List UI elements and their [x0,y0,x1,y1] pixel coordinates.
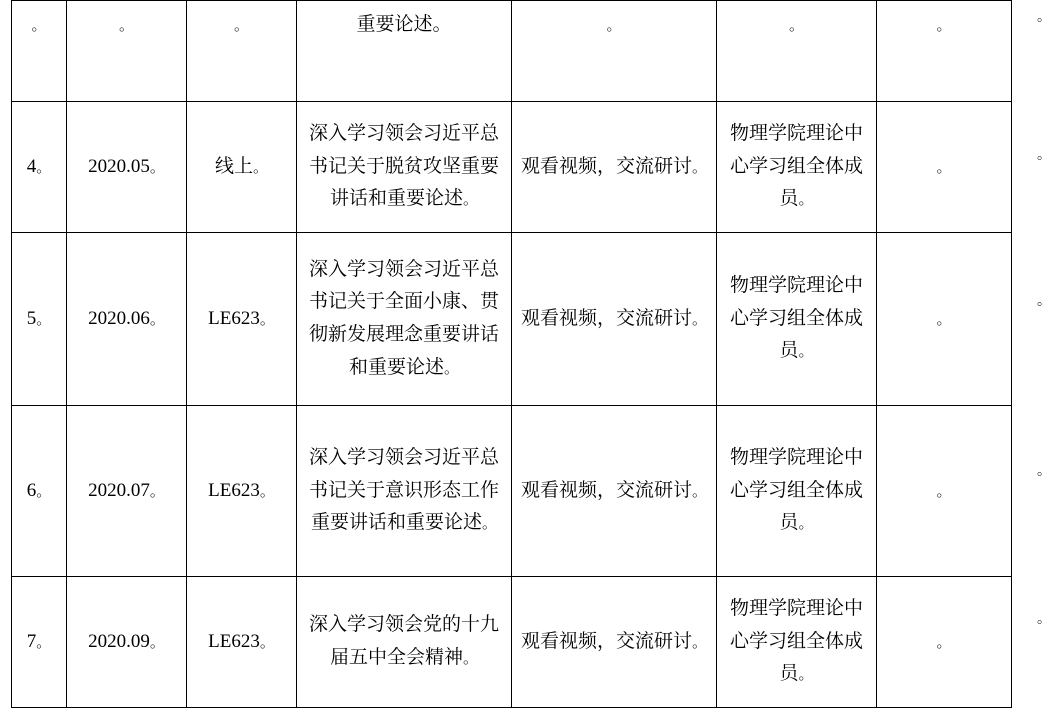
paragraph-mark: 。 [936,159,952,176]
table-top-border [11,0,1011,1]
paragraph-mark: 。 [482,516,498,533]
paragraph-mark: 。 [118,18,134,34]
table-row [12,577,1012,708]
paragraph-mark: 。 [259,311,275,328]
cell-form: 观看视频，交流研讨。 [512,577,717,708]
cell-note [877,577,1012,708]
paragraph-mark: 。 [936,311,952,328]
cell-people: 物理学院理论中心学习组全体成员。 [717,233,877,406]
paragraph-mark: 。 [259,483,275,500]
cell-date: 2020.07。 [67,406,187,577]
paragraph-mark: 。 [692,311,708,328]
paragraph-mark: 。 [692,634,708,651]
cell-place [187,1,297,102]
cell-index [12,1,67,102]
paragraph-mark: 。 [149,159,165,176]
study-schedule-table [11,0,1012,708]
paragraph-mark: 。 [798,516,814,533]
cell-form: 观看视频，交流研讨。 [512,102,717,233]
paragraph-mark: 。 [1037,148,1051,163]
cell-place: LE623。 [187,406,297,577]
paragraph-mark: 。 [36,159,52,176]
cell-topic: 重要论述。 [297,1,512,102]
cell-place: LE623。 [187,577,297,708]
paragraph-mark: 。 [149,634,165,651]
paragraph-mark: 。 [692,159,708,176]
paragraph-mark: 。 [36,311,52,328]
cell-people: 物理学院理论中心学习组全体成员。 [717,406,877,577]
paragraph-mark: 。 [463,192,479,209]
paragraph-mark: 。 [936,634,952,651]
cell-people: 物理学院理论中心学习组全体成员。 [717,577,877,708]
paragraph-mark: 。 [1037,10,1051,25]
cell-topic: 深入学习领会习近平总书记关于全面小康、贯彻新发展理念重要讲话和重要论述。 [297,233,512,406]
cell-date: 2020.09。 [67,577,187,708]
cell-date: 2020.05。 [67,102,187,233]
paragraph-mark: 。 [1037,294,1051,309]
cell-note [877,406,1012,577]
paragraph-mark: 。 [798,667,814,684]
table-row [12,1,1012,102]
paragraph-marks-column [1035,0,1053,699]
cell-people [717,1,877,102]
paragraph-mark: 。 [1037,612,1051,627]
cell-note [877,102,1012,233]
cell-index: 5。 [12,233,67,406]
paragraph-mark: 。 [444,360,460,377]
paragraph-mark: 。 [36,634,52,651]
paragraph-mark: 。 [149,311,165,328]
cell-form: 观看视频，交流研讨。 [512,406,717,577]
paragraph-mark: 。 [798,192,814,209]
cell-index: 4。 [12,102,67,233]
cell-place: 线上。 [187,102,297,233]
paragraph-mark: 。 [253,159,269,176]
cell-place: LE623。 [187,233,297,406]
cell-note [877,233,1012,406]
paragraph-mark: 。 [36,483,52,500]
paragraph-mark: 。 [936,483,952,500]
paragraph-mark: 。 [233,18,249,34]
paragraph-mark: 。 [1037,464,1051,479]
paragraph-mark: 。 [692,483,708,500]
paragraph-mark: 。 [798,344,814,361]
cell-date: 2020.06。 [67,233,187,406]
cell-topic: 深入学习领会习近平总书记关于意识形态工作重要讲话和重要论述。 [297,406,512,577]
table-row [12,406,1012,577]
cell-index: 6。 [12,406,67,577]
cell-note [877,1,1012,102]
table-row [12,102,1012,233]
paragraph-mark: 。 [463,651,479,667]
paragraph-mark: 。 [31,18,47,34]
cell-topic: 深入学习领会党的十九届五中全会精神。 [297,577,512,708]
paragraph-mark: 。 [936,18,952,34]
cell-people: 物理学院理论中心学习组全体成员。 [717,102,877,233]
cell-topic: 深入学习领会习近平总书记关于脱贫攻坚重要讲话和重要论述。 [297,102,512,233]
cell-form [512,1,717,102]
cell-form: 观看视频，交流研讨。 [512,233,717,406]
paragraph-mark: 。 [149,483,165,500]
cell-date [67,1,187,102]
cell-index: 7。 [12,577,67,708]
paragraph-mark: 。 [606,18,622,34]
paragraph-mark: 。 [259,634,275,651]
table-row [12,233,1012,406]
paragraph-mark: 。 [788,18,804,34]
